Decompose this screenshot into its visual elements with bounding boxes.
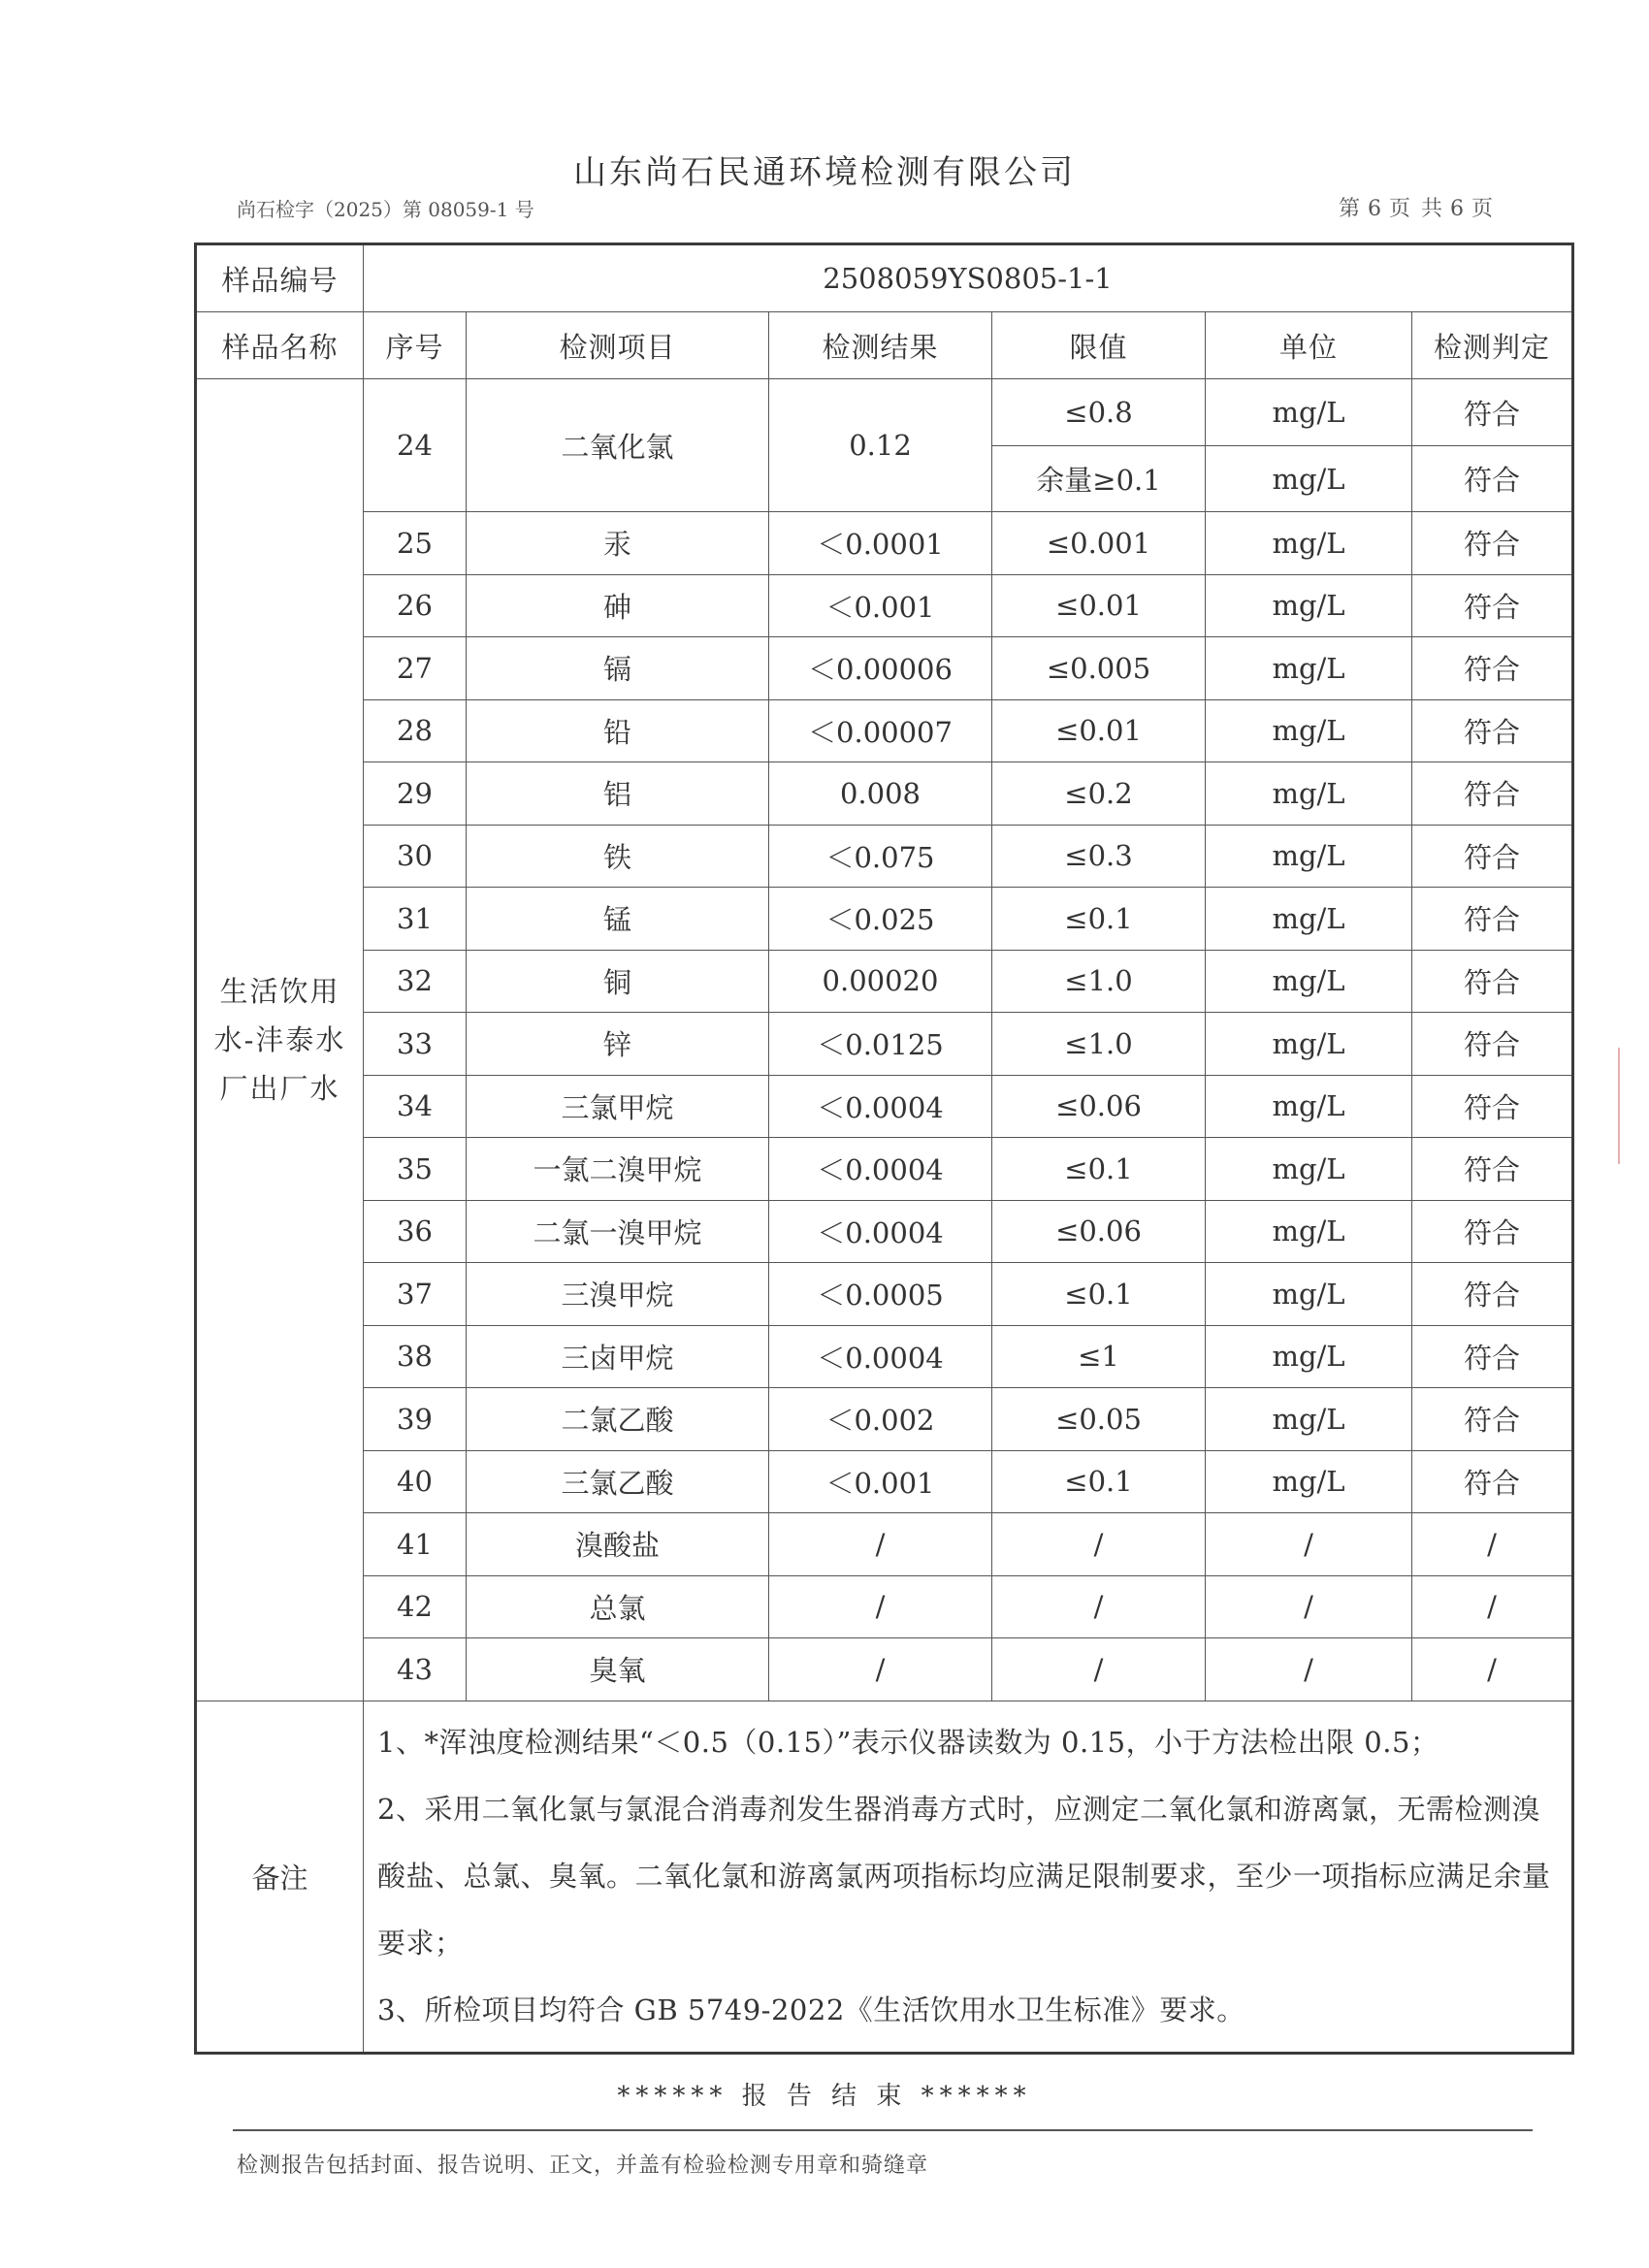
row-seq: 39	[364, 1388, 467, 1451]
sample-name: 生活饮用水-沣泰水厂出厂水	[196, 379, 364, 1701]
row-verdict: 符合	[1412, 574, 1573, 637]
table-row	[196, 888, 1573, 951]
row-verdict: /	[1412, 1638, 1573, 1701]
col-header-unit: 单位	[1206, 312, 1412, 379]
row-result: ＜0.0004	[769, 1075, 992, 1138]
row-item: 溴酸盐	[467, 1513, 769, 1576]
row-item: 铁	[467, 825, 769, 888]
row-limit: ≤1.0	[992, 950, 1206, 1013]
row-limit: ≤0.06	[992, 1200, 1206, 1263]
row-verdict: 符合	[1412, 1200, 1573, 1263]
results-table	[194, 243, 1574, 2055]
row-result: /	[769, 1513, 992, 1576]
remarks-label: 备注	[196, 1701, 364, 2053]
table-row	[196, 762, 1573, 826]
row-result: 0.008	[769, 762, 992, 826]
scan-mark	[1618, 1048, 1625, 1164]
row-result: ＜0.001	[769, 574, 992, 637]
table-row	[196, 574, 1573, 637]
row-unit: mg/L	[1206, 379, 1412, 446]
row-result: ＜0.0005	[769, 1263, 992, 1326]
page-current: 6	[1368, 197, 1384, 221]
row-unit: mg/L	[1206, 762, 1412, 826]
row-seq: 34	[364, 1075, 467, 1138]
row-item: 总氯	[467, 1575, 769, 1638]
row-result: ＜0.0004	[769, 1138, 992, 1201]
col-header-result: 检测结果	[769, 312, 992, 379]
row-unit: mg/L	[1206, 1138, 1412, 1201]
table-row	[196, 950, 1573, 1013]
row-verdict: /	[1412, 1513, 1573, 1576]
row-verdict: 符合	[1412, 950, 1573, 1013]
row-verdict: 符合	[1412, 1075, 1573, 1138]
row-result: ＜0.0001	[769, 512, 992, 575]
table-row	[196, 1388, 1573, 1451]
row-unit: mg/L	[1206, 574, 1412, 637]
row-item: 汞	[467, 512, 769, 575]
row-limit: /	[992, 1575, 1206, 1638]
row-verdict: 符合	[1412, 1388, 1573, 1451]
sample-number-label: 样品编号	[196, 244, 364, 312]
row-seq: 40	[364, 1450, 467, 1513]
row-item: 二氯乙酸	[467, 1388, 769, 1451]
row-unit: mg/L	[1206, 1450, 1412, 1513]
row-item: 二氧化氯	[467, 379, 769, 512]
table-row	[196, 1325, 1573, 1388]
row-limit: ≤0.1	[992, 1450, 1206, 1513]
row-verdict: 符合	[1412, 699, 1573, 762]
table-row	[196, 637, 1573, 700]
col-header-verdict: 检测判定	[1412, 312, 1573, 379]
table-row	[196, 1450, 1573, 1513]
col-header-seq: 序号	[364, 312, 467, 379]
remark-line: 3、所检项目均符合 GB 5749-2022《生活饮用水卫生标准》要求。	[377, 1993, 1245, 2026]
row-unit: /	[1206, 1513, 1412, 1576]
row-limit: /	[992, 1513, 1206, 1576]
row-seq: 37	[364, 1263, 467, 1326]
row-unit: mg/L	[1206, 888, 1412, 951]
row-verdict: 符合	[1412, 446, 1573, 512]
row-seq: 26	[364, 574, 467, 637]
row-seq: 24	[364, 379, 467, 512]
row-result: ＜0.00006	[769, 637, 992, 700]
table-row	[196, 1075, 1573, 1138]
row-item: 一氯二溴甲烷	[467, 1138, 769, 1201]
row-seq: 35	[364, 1138, 467, 1201]
row-seq: 43	[364, 1638, 467, 1701]
table-row	[196, 699, 1573, 762]
row-seq: 42	[364, 1575, 467, 1638]
page-indicator	[1339, 192, 1495, 222]
row-unit: mg/L	[1206, 950, 1412, 1013]
row-result: 0.00020	[769, 950, 992, 1013]
row-limit: ≤0.2	[992, 762, 1206, 826]
row-item: 砷	[467, 574, 769, 637]
col-header-limit: 限值	[992, 312, 1206, 379]
row-limit: ≤0.06	[992, 1075, 1206, 1138]
company-name: 山东尚石民通环境检测有限公司	[573, 153, 1076, 192]
row-result: ＜0.001	[769, 1450, 992, 1513]
row-limit: ≤0.001	[992, 512, 1206, 575]
row-verdict: 符合	[1412, 1013, 1573, 1076]
table-row	[196, 1013, 1573, 1076]
row-result: 0.12	[769, 379, 992, 512]
page-total: 6	[1450, 197, 1467, 221]
row-item: 铅	[467, 699, 769, 762]
remarks-text	[364, 1701, 1573, 2053]
table-row	[196, 1575, 1573, 1638]
row-item: 臭氧	[467, 1638, 769, 1701]
row-seq: 29	[364, 762, 467, 826]
row-unit: /	[1206, 1575, 1412, 1638]
table-row	[196, 825, 1573, 888]
table-row	[196, 1263, 1573, 1326]
row-limit: ≤0.05	[992, 1388, 1206, 1451]
row-seq: 30	[364, 825, 467, 888]
row-seq: 38	[364, 1325, 467, 1388]
row-item: 锌	[467, 1013, 769, 1076]
footer-divider	[233, 2129, 1533, 2131]
row-verdict: 符合	[1412, 1263, 1573, 1326]
row-seq: 41	[364, 1513, 467, 1576]
row-item: 铝	[467, 762, 769, 826]
footer-note: 检测报告包括封面、报告说明、正文，并盖有检验检测专用章和骑缝章	[237, 2154, 929, 2178]
table-row	[196, 1638, 1573, 1701]
row-seq: 36	[364, 1200, 467, 1263]
row-item: 三卤甲烷	[467, 1325, 769, 1388]
row-result: ＜0.025	[769, 888, 992, 951]
row-item: 二氯一溴甲烷	[467, 1200, 769, 1263]
row-result: ＜0.0004	[769, 1200, 992, 1263]
row-verdict: 符合	[1412, 825, 1573, 888]
row-seq: 27	[364, 637, 467, 700]
row-unit: mg/L	[1206, 1263, 1412, 1326]
table-row	[196, 379, 1573, 446]
page-suffix: 页	[1471, 197, 1496, 221]
page-prefix: 第	[1339, 197, 1363, 221]
row-verdict: 符合	[1412, 637, 1573, 700]
column-header-row	[196, 312, 1573, 379]
row-seq: 25	[364, 512, 467, 575]
row-seq: 33	[364, 1013, 467, 1076]
row-unit: mg/L	[1206, 1325, 1412, 1388]
row-verdict: 符合	[1412, 379, 1573, 446]
remarks-row	[196, 1701, 1573, 2053]
report-end-marker: ****** 报 告 结 束 ******	[617, 2082, 1032, 2111]
col-header-item: 检测项目	[467, 312, 769, 379]
row-item: 锰	[467, 888, 769, 951]
row-result: ＜0.0125	[769, 1013, 992, 1076]
sample-number-value: 2508059YS0805-1-1	[364, 244, 1573, 312]
row-limit: ≤0.3	[992, 825, 1206, 888]
row-verdict: 符合	[1412, 1138, 1573, 1201]
row-result: /	[769, 1638, 992, 1701]
row-result: ＜0.00007	[769, 699, 992, 762]
row-unit: mg/L	[1206, 699, 1412, 762]
row-seq: 28	[364, 699, 467, 762]
row-unit: mg/L	[1206, 512, 1412, 575]
table-row	[196, 1513, 1573, 1576]
row-limit: ≤0.8	[992, 379, 1206, 446]
table-row	[196, 512, 1573, 575]
row-limit: ≤0.1	[992, 888, 1206, 951]
row-verdict: 符合	[1412, 1325, 1573, 1388]
row-result: ＜0.075	[769, 825, 992, 888]
row-unit: /	[1206, 1638, 1412, 1701]
col-header-sample-name: 样品名称	[196, 312, 364, 379]
row-item: 三氯甲烷	[467, 1075, 769, 1138]
row-item: 铜	[467, 950, 769, 1013]
row-unit: mg/L	[1206, 825, 1412, 888]
row-unit: mg/L	[1206, 637, 1412, 700]
sample-number-row	[196, 244, 1573, 312]
page-mid: 页 共	[1389, 197, 1445, 221]
row-limit: ≤0.01	[992, 699, 1206, 762]
row-verdict: 符合	[1412, 512, 1573, 575]
row-limit: ≤0.01	[992, 574, 1206, 637]
row-limit: ≤0.1	[992, 1263, 1206, 1326]
row-verdict: 符合	[1412, 888, 1573, 951]
row-limit: ≤0.1	[992, 1138, 1206, 1201]
table-row	[196, 1200, 1573, 1263]
row-limit: ≤0.005	[992, 637, 1206, 700]
row-unit: mg/L	[1206, 1388, 1412, 1451]
row-result: ＜0.0004	[769, 1325, 992, 1388]
row-seq: 31	[364, 888, 467, 951]
row-limit: /	[992, 1638, 1206, 1701]
row-result: /	[769, 1575, 992, 1638]
row-unit: mg/L	[1206, 446, 1412, 512]
row-item: 三氯乙酸	[467, 1450, 769, 1513]
row-unit: mg/L	[1206, 1013, 1412, 1076]
report-number: 尚石检字（2025）第 08059-1 号	[237, 198, 534, 221]
row-item: 镉	[467, 637, 769, 700]
table-row	[196, 1138, 1573, 1201]
row-seq: 32	[364, 950, 467, 1013]
row-verdict: 符合	[1412, 762, 1573, 826]
row-unit: mg/L	[1206, 1200, 1412, 1263]
row-limit: ≤1	[992, 1325, 1206, 1388]
row-item: 三溴甲烷	[467, 1263, 769, 1326]
row-limit: ≤1.0	[992, 1013, 1206, 1076]
remark-line: 1、*浑浊度检测结果“＜0.5（0.15）”表示仪器读数为 0.15，小于方法检出限 0.5；	[377, 1725, 1439, 1759]
remark-line: 2、采用二氧化氯与氯混合消毒剂发生器消毒方式时，应测定二氧化氯和游离氯，无需检测溴酸盐、总氯、臭氧。二氧化氯和游离氯两项指标均应满足限制要求，至少一项指标应满足余量要求；	[377, 1792, 1551, 1960]
row-result: ＜0.002	[769, 1388, 992, 1451]
row-limit: 余量≥0.1	[992, 446, 1206, 512]
row-unit: mg/L	[1206, 1075, 1412, 1138]
row-verdict: /	[1412, 1575, 1573, 1638]
row-verdict: 符合	[1412, 1450, 1573, 1513]
